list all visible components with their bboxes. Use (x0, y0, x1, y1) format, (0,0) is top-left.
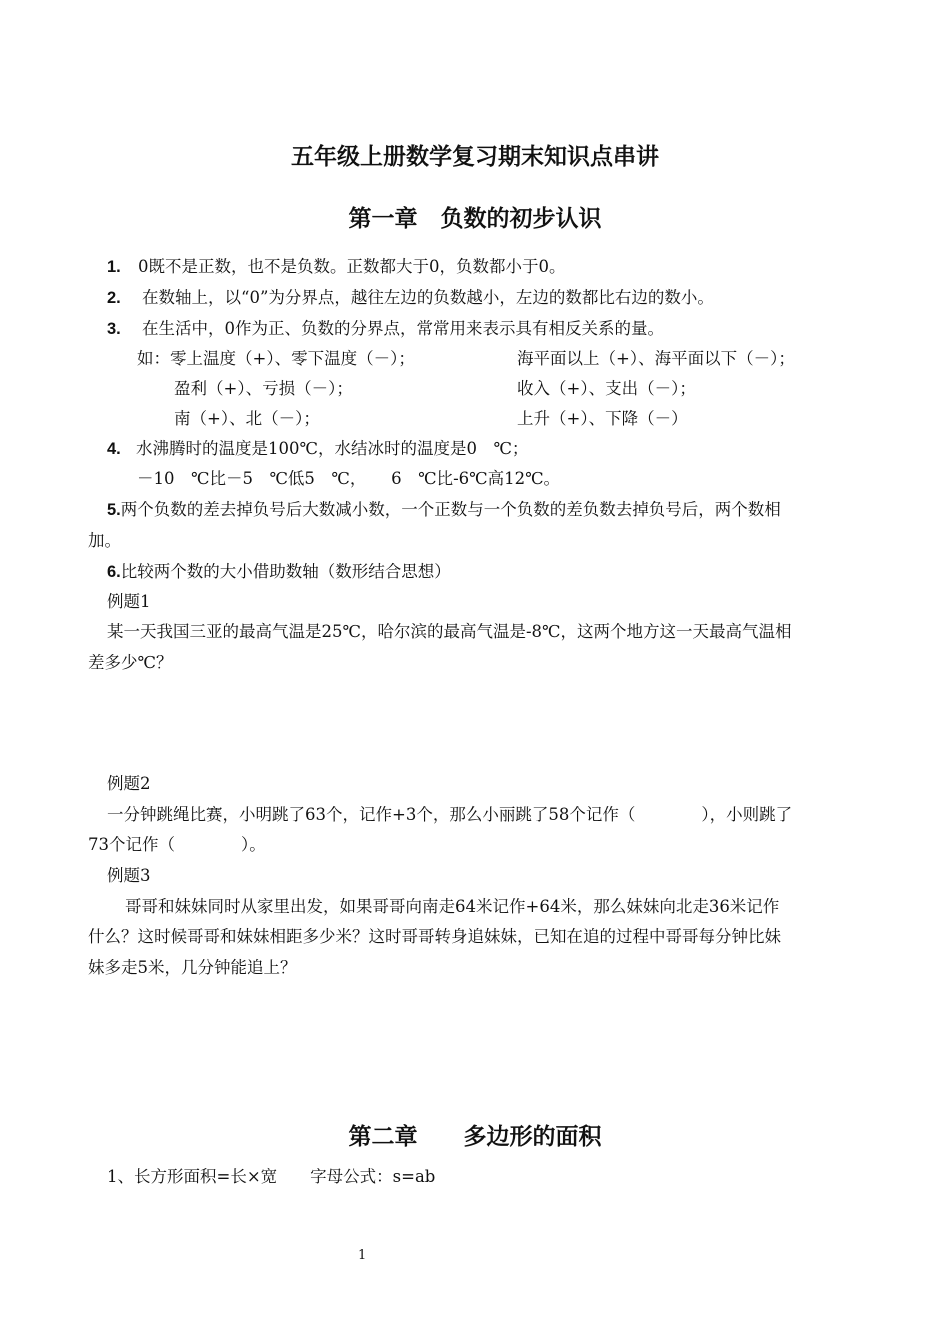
point-5-text: 两个负数的差去掉负号后大数减小数，一个正数与一个负数的差负数去掉负号后，两个数相 (120, 500, 781, 519)
example-direction: 南（+）、北（－）； (174, 409, 320, 428)
page-number: 1 (358, 1248, 367, 1263)
point-3-number: 3. (107, 320, 121, 338)
example-3-label: 例题3 (107, 866, 151, 885)
point-3-text: 在生活中，0作为正、负数的分界点，常常用来表示具有相反关系的量。 (142, 319, 665, 338)
example-income: 收入（+）、支出（－）； (517, 379, 696, 398)
example-1-text-2: 差多少℃？ (88, 653, 173, 672)
point-2 (107, 287, 714, 309)
point-5 (107, 499, 781, 521)
example-2-text: 一分钟跳绳比赛，小明跳了63个，记作+3个，那么小丽跳了58个记作（ ），小则跳了 (107, 805, 793, 824)
example-2-label: 例题2 (107, 774, 151, 793)
point-6-number: 6. (107, 563, 121, 581)
point-6 (107, 561, 451, 583)
example-1-label: 例题1 (107, 592, 151, 611)
point-4 (107, 438, 528, 460)
example-sea-level: 海平面以上（+）、海平面以下（－）； (517, 349, 795, 368)
point-3 (107, 318, 664, 340)
chapter1-heading: 第一章 负数的初步认识 (348, 206, 602, 232)
point-1 (107, 256, 566, 278)
point-1-text: 0既不是正数，也不是负数。正数都大于0，负数都小于0。 (138, 257, 566, 276)
document-title: 五年级上册数学复习期末知识点串讲 (291, 144, 659, 170)
point-6-text: 比较两个数的大小借助数轴（数形结合思想） (120, 562, 451, 581)
example-2-text-2: 73个记作（ ）。 (88, 835, 266, 854)
point-2-number: 2. (107, 289, 121, 307)
point-4-number: 4. (107, 440, 121, 458)
point-1-number: 1. (107, 258, 121, 276)
point-5-number: 5. (107, 501, 121, 519)
point-4-line-2: －10 ℃比－5 ℃低5 ℃， 6 ℃比-6℃高12℃。 (137, 469, 561, 488)
example-3-text: 哥哥和妹妹同时从家里出发，如果哥哥向南走64米记作+64米，那么妹妹向北走36米记作 (125, 897, 780, 916)
example-rise: 上升（+）、下降（－） (517, 409, 688, 428)
example-profit: 盈利（+）、亏损（－）； (174, 379, 353, 398)
chapter2-item-1: 1、长方形面积=长×宽 字母公式：s=ab (107, 1167, 436, 1186)
example-1-text: 某一天我国三亚的最高气温是25℃，哈尔滨的最高气温是-8℃，这两个地方这一天最高气温相 (107, 622, 792, 641)
example-3-text-2: 什么？这时候哥哥和妹妹相距多少米？这时哥哥转身追妹妹，已知在追的过程中哥哥每分钟比妹 (88, 927, 781, 946)
example-3-text-3: 妹多走5米，几分钟能追上？ (88, 958, 297, 977)
point-4-text: 水沸腾时的温度是100℃，水结冰时的温度是0 ℃； (136, 439, 529, 458)
point-2-text: 在数轴上，以“0”为分界点，越往左边的负数越小，左边的数都比右边的数小。 (142, 288, 714, 307)
example-temperature: 如：零上温度（+）、零下温度（－）； (137, 349, 415, 368)
point-5-line-2: 加。 (88, 531, 121, 550)
chapter2-heading: 第二章 多边形的面积 (348, 1124, 602, 1150)
